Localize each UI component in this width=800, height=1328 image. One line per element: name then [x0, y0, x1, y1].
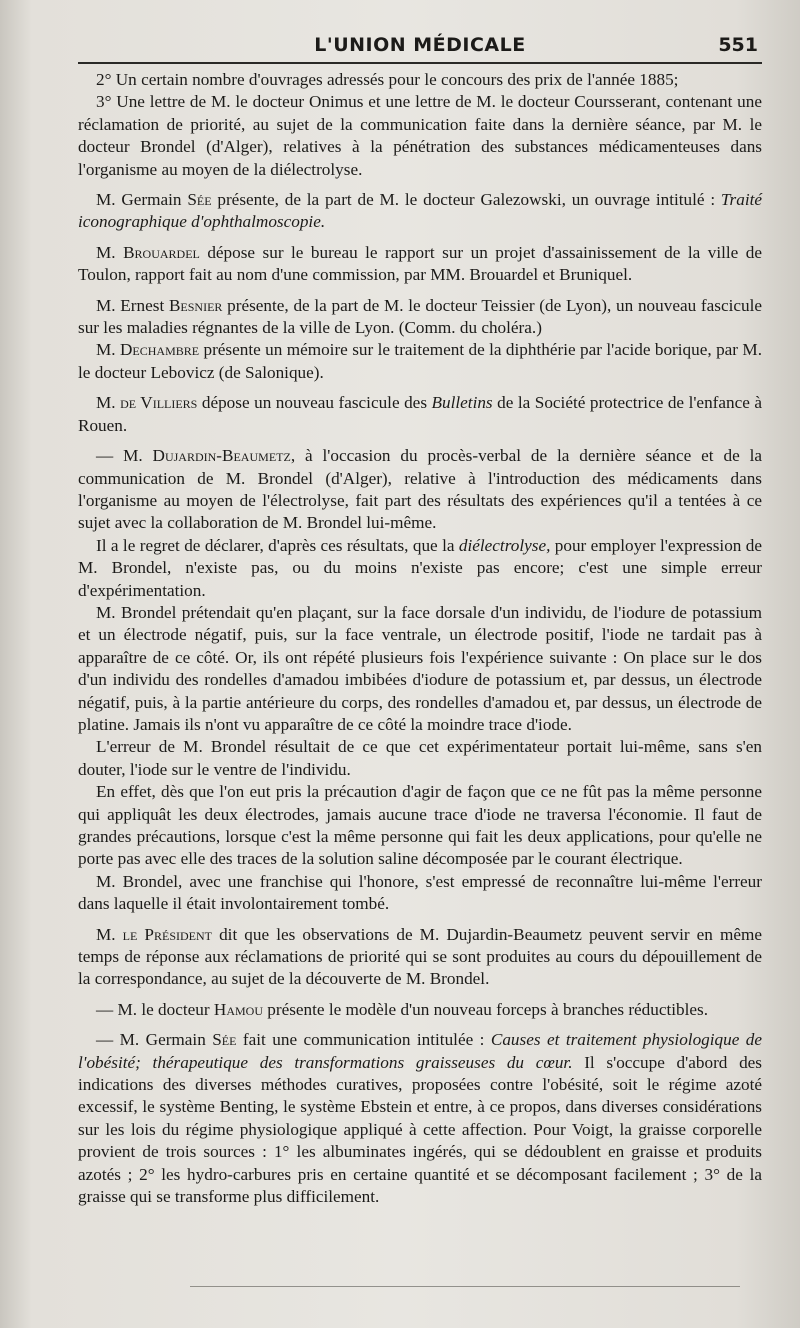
- paragraph-4: M. Brouardel dépose sur le bureau le rapport sur un projet d'assainissement de la ville de Toulon, rapport fait au nom d'une commission, par MM. Brouardel et Bruniquel.: [78, 242, 762, 285]
- speaker-name: Sée: [187, 190, 212, 210]
- running-title: L'UNION MÉDICALE: [314, 34, 526, 56]
- paragraph-1: 2° Un certain nombre d'ouvrages adressés pour le concours des prix de l'année 1885;: [96, 70, 679, 89]
- speaker-name: Besnier: [168, 295, 223, 315]
- paragraph-14: M. le Président dit que les observations de M. Dujardin-Beaumetz peuvent servir en même temps de réponse aux réclamations de priorité qui se sont produites au cours du dépouillement de la correspondance, au sujet de la découverte de M. Brondel.: [78, 924, 762, 989]
- paragraph-15: — M. le docteur Hamou présente le modèle d'un nouveau forceps à branches réductibles.: [96, 999, 709, 1019]
- work-title: Causes et traitement physiologique de l'obésité; thérapeutique des transformations graisseuses du cœur.: [78, 1030, 763, 1072]
- paragraph-10: M. Brondel prétendait qu'en plaçant, sur la face dorsale d'un individu, de l'iodure de potassium et un électrode négatif, puis, sur la face ventrale, un électrode positif, l'iode ne tardait pas à apparaître de ce côté. Or, ils ont répété plusieurs fois l'expérience suivante : On place sur le dos d'un individu des rondelles d'amadou imbibées d'iodure de potassium et, par dessus, un électrode négatif, puis, à la partie antérieure du corps, des rondelles d'amadou et, par dessus, un électrode de platine. Jamais ils n'ont vu apparaître de ce côté la moindre trace d'iode.: [78, 602, 762, 734]
- speaker-name: de Villiers: [120, 393, 198, 413]
- page-number: 551: [718, 34, 758, 56]
- speaker-name: Sée: [212, 1030, 237, 1050]
- speaker-name: Dechambre: [119, 340, 200, 360]
- paragraph-6: M. Dechambre présente un mémoire sur le traitement de la diphthérie par l'acide borique, par M. le docteur Lebovicz (de Salonique).: [78, 340, 762, 382]
- paragraph-8: — M. Dujardin-Beaumetz, à l'occasion du procès-verbal de la dernière séance et de la communication de M. Brondel (d'Alger), relative à l'introduction des médicaments dans l'organisme au moyen de l'électrolyse, fait part des résultats des expériences qu'il a tentées à ce sujet avec la collaboration de M. Brondel lui-même.: [78, 446, 762, 533]
- work-title: Bulletins: [431, 393, 493, 413]
- paragraph-3: M. Germain Sée présente, de la part de M. le docteur Galezowski, un ouvrage intitulé : Traité iconographique d'ophthalmoscopie.: [78, 190, 762, 232]
- speaker-name: le Président: [122, 924, 212, 944]
- speaker-name: Brouardel: [123, 242, 200, 262]
- paragraph-12: En effet, dès que l'on eut pris la précaution d'agir de façon que ce ne fût pas la même personne qui appliquât les deux électrodes, jamais aucune trace d'iode ne traversa l'économie. Il faut de grandes précautions, lorsque c'est la même personne qui fait les deux applications, pour qu'elle ne porte pas avec elle des traces de la solution saline décomposée par le courant électrique.: [78, 782, 762, 869]
- term: diélectrolyse,: [458, 535, 551, 555]
- paragraph-13: M. Brondel, avec une franchise qui l'honore, s'est empressé de reconnaître lui-même l'erreur dans laquelle il était involontairement tombé.: [78, 871, 762, 914]
- speaker-name: Hamou: [213, 999, 263, 1019]
- page-header: [78, 28, 762, 64]
- paragraph-7: M. de Villiers dépose un nouveau fascicule des Bulletins de la Société protectrice de l'enfance à Rouen.: [78, 393, 762, 435]
- work-title: Traité iconographique d'ophthalmoscopie.: [78, 190, 762, 232]
- paragraph-2: 3° Une lettre de M. le docteur Onimus et une lettre de M. le docteur Coursserant, contenant une réclamation de priorité, au sujet de la communication faite dans la dernière séance, par M. le docteur Brondel (d'Alger), relatives à la pénétration des substances médicamenteuses dans l'organisme au moyen de la diélectrolyse.: [78, 92, 762, 179]
- speaker-name: Dujardin-Beaumetz: [152, 446, 291, 466]
- paragraph-5: M. Ernest Besnier présente, de la part de M. le docteur Teissier (de Lyon), un nouveau fascicule sur les maladies régnantes de la ville de Lyon. (Comm. du choléra.): [78, 295, 762, 338]
- paragraph-16: — M. Germain Sée fait une communication intitulée : Causes et traitement physiologique de l'obésité; thérapeutique des transformations graisseuses du cœur. Il s'occupe d'abord des indications des diverses méthodes curatives, proposées contre l'obésité, soit le régime azoté excessif, le système Benting, le système Ebstein et entre, à ce propos, dans diverses considérations sur les lois du régime physiologique appliqué à cette affection. Pour Voigt, la graisse corporelle provient de trois sources : 1° les albuminates ingérés, qui se dédoublent en graisse et produits azotés ; 2° les hydro-carbures pris en certaine quantité et se décomposant facilement ; 3° de la graisse qui se transforme plus difficilement.: [78, 1030, 763, 1207]
- paragraph-11: L'erreur de M. Brondel résultait de ce que cet expérimentateur portait lui-même, sans s'en douter, l'iode sur le ventre de l'individu.: [78, 737, 762, 779]
- paragraph-9: Il a le regret de déclarer, d'après ces résultats, que la diélectrolyse, pour employer l'expression de M. Brondel, n'existe pas, ou du moins n'existe pas encore; c'est une simple erreur d'expérimentation.: [78, 535, 763, 600]
- footer-rule: [190, 1286, 740, 1287]
- article-body: [78, 69, 762, 1209]
